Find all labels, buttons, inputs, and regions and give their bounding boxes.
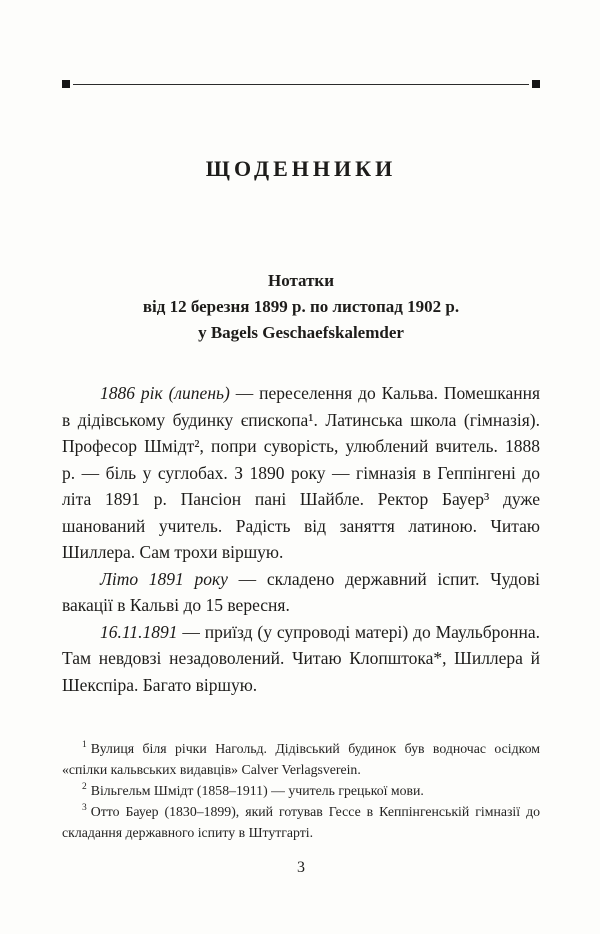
footnote bbox=[62, 801, 540, 843]
footnote bbox=[62, 780, 540, 801]
footnote-marker: 1 bbox=[82, 740, 87, 751]
footnotes bbox=[62, 738, 540, 843]
footnote-marker: 3 bbox=[82, 803, 87, 814]
footnote-text: Вулиця біля річки Нагольд. Дідівський будинок був водночас осідком «спілки кальвських видавців» Calver Verlagsverein. bbox=[62, 741, 540, 777]
heading-line-2: від 12 березня 1899 р. по листопад 1902 р. bbox=[142, 297, 460, 316]
rule-line bbox=[73, 84, 529, 85]
top-rule bbox=[62, 80, 540, 88]
ornament-square-left-icon bbox=[62, 80, 70, 88]
paragraph-text: — приїзд (у супроводі матері) до Маульбронна. Там невдовзі незадоволений. Читаю Клопштока*, Шиллера й Шекспіра. Багато віршую. bbox=[62, 621, 540, 695]
body-text bbox=[62, 380, 540, 698]
heading-line-1: Нотатки bbox=[267, 271, 335, 290]
section-heading bbox=[62, 268, 540, 346]
paragraph-text: — переселення до Кальва. Помешкання в дідівському будинку єпископа¹. Латинська школа (гімназія). Професор Шмідт², попри суворість, улюблений вчитель. 1888 р. — біль у суглобах. З 1890 року — гімназія в Геппінгені до літа 1891 р. Пансіон пані Шайбле. Ректор Бауер³ дуже шанований учитель. Радість від заняття латиною. Читаю Шиллера. Сам трохи віршую. bbox=[62, 383, 540, 562]
footnote bbox=[62, 738, 540, 780]
paragraph-lead: Літо 1891 року bbox=[100, 568, 228, 589]
paragraph-lead: 1886 рік (липень) bbox=[100, 383, 230, 403]
paragraph-text: — складено державний іспит. Чудові вакації в Кальві до 15 вересня. bbox=[62, 568, 540, 615]
paragraph bbox=[62, 380, 540, 566]
paragraph bbox=[62, 566, 540, 619]
paragraph-lead: 16.11.1891 bbox=[100, 621, 178, 642]
heading-line-3: у Bagels Geschaefskalemder bbox=[198, 323, 404, 342]
footnote-text: Отто Бауер (1830–1899), який готував Гессе в Кеппінгенській гімназії до складання державного іспиту в Штутгарті. bbox=[62, 804, 540, 840]
footnote-text: Вільгельм Шмідт (1858–1911) — учитель грецької мови. bbox=[90, 783, 424, 798]
ornament-square-right-icon bbox=[532, 80, 540, 88]
page-number: 3 bbox=[297, 859, 305, 876]
paragraph bbox=[62, 619, 540, 699]
page-title: ЩОДЕННИКИ bbox=[205, 156, 397, 181]
footnote-marker: 2 bbox=[82, 782, 87, 793]
